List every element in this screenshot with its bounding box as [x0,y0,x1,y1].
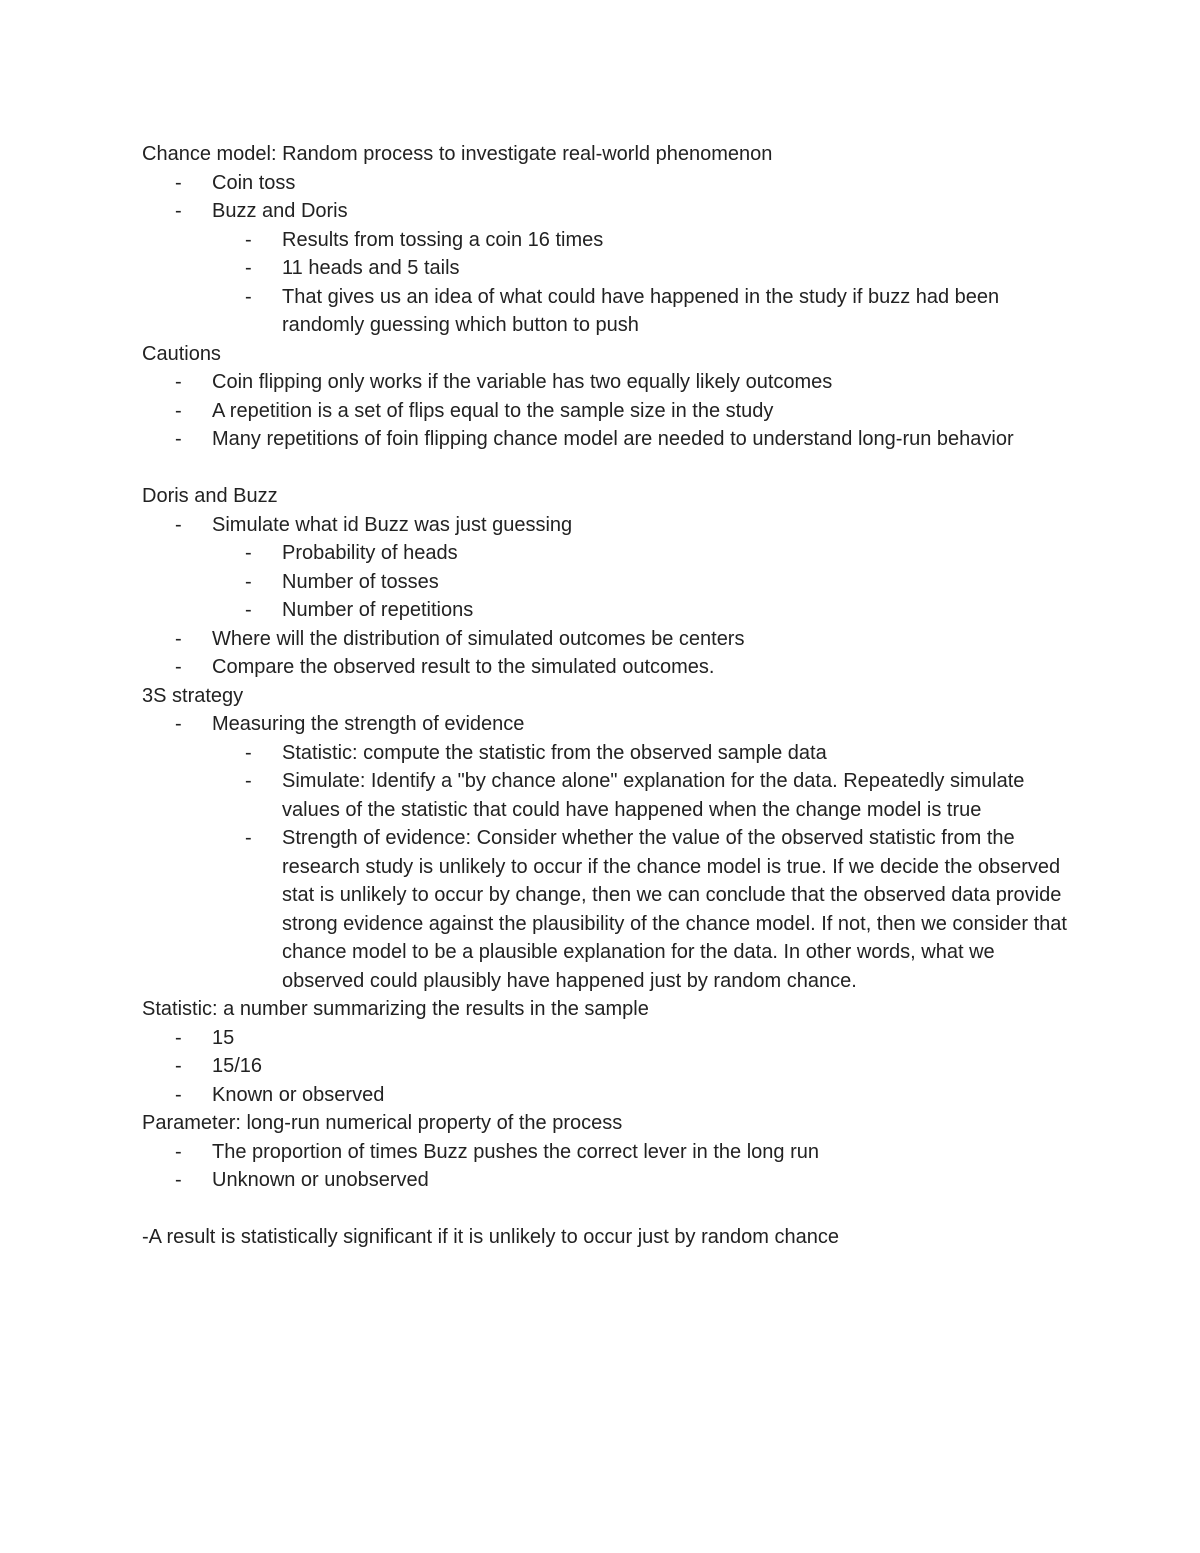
blank-line [142,454,1072,483]
sub-list-item [212,739,1072,768]
list-item-text: A repetition is a set of flips equal to the sample size in the study [212,399,774,422]
sub-bullet-list [212,539,1072,625]
section-heading: Cautions [142,342,221,365]
dash-bullet: - [175,713,182,735]
list-item [142,1138,1072,1167]
list-item [142,710,1072,995]
dash-bullet: - [175,371,182,393]
sub-bullet-list [212,226,1072,340]
dash-bullet: - [245,827,252,849]
dash-bullet: - [175,656,182,678]
dash-bullet: - [245,257,252,279]
list-item [142,511,1072,625]
sub-list-item-text: Statistic: compute the statistic from the observed sample data [282,741,827,764]
dash-bullet: - [245,570,252,593]
section-heading: Chance model: Random process to investigate real-world phenomenon [142,143,773,165]
list-item-text: Known or observed [212,1083,385,1106]
list-item [142,1166,1072,1195]
dash-bullet: - [175,513,182,536]
sub-list-item-text: Results from tossing a coin 16 times [282,228,604,251]
dash-bullet: - [175,627,182,650]
bullet-list [142,710,1072,995]
sub-list-item [212,568,1072,597]
list-item-text: Compare the observed result to the simulated outcomes. [212,656,715,678]
list-item-text: Where will the distribution of simulated outcomes be centers [212,627,745,650]
list-item-text: The proportion of times Buzz pushes the correct lever in the long run [212,1140,819,1163]
list-item-text: 15 [212,1026,235,1049]
section-heading: Statistic: a number summarizing the results in the sample [142,998,649,1020]
bullet-list [142,368,1072,454]
list-item [142,1052,1072,1081]
bullet-list [142,169,1072,340]
list-item-text: Coin toss [212,171,296,194]
final-note: -A result is statistically significant if it is unlikely to occur just by random chance [142,1226,839,1248]
sub-bullet-list [212,739,1072,996]
sub-list-item [212,596,1072,625]
dash-bullet: - [245,741,252,764]
section-heading: Parameter: long-run numerical property of the process [142,1112,623,1134]
list-item-text: Simulate what id Buzz was just guessing [212,513,573,536]
list-item [142,368,1072,397]
list-item [142,1081,1072,1110]
sub-list-item-text: 11 heads and 5 tails [282,257,460,279]
dash-bullet: - [175,1083,182,1106]
dash-bullet: - [175,1140,182,1163]
sub-list-item-text: Strength of evidence: Consider whether the value of the observed statistic from the research study is unlikely to occur if the chance model is true. If we decide the observed stat is unlikely to occur by change, then we can conclude that the observed data provide strong evidence against the plausibility of the chance model. If not, then we consider that chance model to be a plausible explanation for the data. In other words, what we observed could plausibly have happened just by random chance. [282,827,1067,992]
list-item [142,1024,1072,1053]
sub-list-item [212,254,1072,283]
blank-line [142,1195,1072,1224]
list-item [142,425,1072,454]
note-section [142,140,1072,340]
sub-list-item-text: Number of repetitions [282,599,474,621]
dash-bullet: - [175,1055,182,1077]
list-item [142,653,1072,682]
bullet-list [142,1024,1072,1110]
note-section [142,340,1072,454]
section-heading: 3S strategy [142,684,244,707]
list-item [142,397,1072,426]
list-item [142,625,1072,654]
sub-list-item-text: That gives us an idea of what could have happened in the study if buzz had been randomly guessing which button to push [282,285,1000,336]
note-section [142,682,1072,996]
list-item-text: 15/16 [212,1055,263,1077]
sub-list-item [212,824,1072,995]
sub-list-item [212,539,1072,568]
dash-bullet: - [245,228,252,251]
dash-bullet: - [175,1026,182,1049]
sub-list-item [212,226,1072,255]
list-item-text: Buzz and Doris [212,200,348,222]
note-section [142,482,1072,682]
list-item-text: Many repetitions of foin flipping chance model are needed to understand long-run behavior [212,428,1014,450]
section-heading: Doris and Buzz [142,485,278,507]
bullet-list [142,1138,1072,1195]
dash-bullet: - [175,1169,182,1191]
note-section [142,995,1072,1109]
dash-bullet: - [245,599,252,621]
list-item [142,197,1072,340]
list-item [142,169,1072,198]
list-item-text: Measuring the strength of evidence [212,713,525,735]
sub-list-item-text: Number of tosses [282,570,439,593]
sub-list-item [212,767,1072,824]
sub-list-item [212,283,1072,340]
sub-list-item-text: Probability of heads [282,542,458,564]
dash-bullet: - [245,285,252,308]
dash-bullet: - [175,399,182,422]
dash-bullet: - [175,200,182,222]
dash-bullet: - [175,428,182,450]
list-item-text: Unknown or unobserved [212,1169,429,1191]
dash-bullet: - [245,542,252,564]
document-page [142,140,1072,1252]
dash-bullet: - [245,770,252,792]
sub-list-item-text: Simulate: Identify a "by chance alone" explanation for the data. Repeatedly simulate values of the statistic that could have happened when the change model is true [282,770,1025,821]
note-section [142,1109,1072,1195]
list-item-text: Coin flipping only works if the variable has two equally likely outcomes [212,371,833,393]
bullet-list [142,511,1072,682]
dash-bullet: - [175,171,182,194]
